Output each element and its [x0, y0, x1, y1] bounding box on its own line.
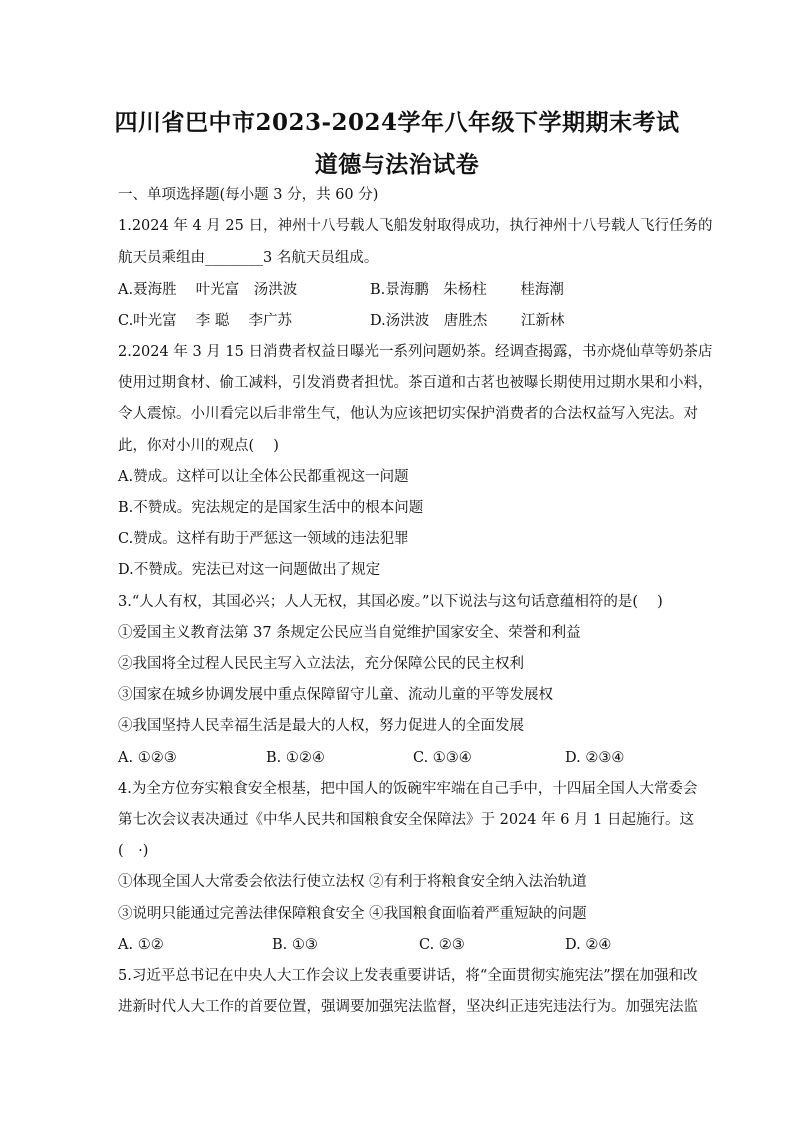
q2-stem-line1: 2.2024 年 3 月 15 日消费者权益日曝光一系列问题奶茶。经调查揭露，书亦烧仙草等奶茶店 — [118, 344, 713, 360]
q4-stem-line1: 4.为全方位夯实粮食安全根基，把中国人的饭碗牢牢端在自己手中，十四届全国人大常委会 — [118, 781, 698, 797]
q3-statement-2: ②我国将全过程人民民主写入立法法，充分保障公民的民主权利 — [118, 656, 524, 672]
q1-option-a: A.聂海胜 叶光富 汤洪波 — [118, 282, 298, 298]
q4-option-d: D. ②④ — [565, 937, 612, 953]
q4-stem-line2: 第七次会议表决通过《中华人民共和国粮食安全保障法》于 2024 年 6 月 1 日起施行。这 — [118, 812, 695, 828]
q2-option-b: B.不赞成。宪法规定的是国家生活中的根本问题 — [118, 500, 424, 516]
q1-option-d: D.汤洪波 唐胜杰 江新林 — [370, 313, 565, 329]
q2-stem-line2: 使用过期食材、偷工减料，引发消费者担忧。茶百道和古茗也被曝长期使用过期水果和小料， — [118, 375, 713, 391]
q3-statement-3: ③国家在城乡协调发展中重点保障留守儿童、流动儿童的平等发展权 — [118, 687, 553, 703]
q3-statement-1: ①爱国主义教育法第 37 条规定公民应当自觉维护国家安全、荣誉和利益 — [118, 625, 581, 641]
q2-stem-line3: 令人震惊。小川看完以后非常生气，他认为应该把切实保护消费者的合法权益写入宪法。对 — [118, 406, 698, 422]
q1-stem-line2: 航天员乘组由________3 名航天员组成。 — [118, 250, 379, 266]
q1-stem-line1: 1.2024 年 4 月 25 日，神州十八号载人飞船发射取得成功，执行神州十八号载人飞行任务的 — [118, 218, 713, 234]
q2-stem-line4: 此，你对小川的观点( ) — [118, 438, 279, 454]
q5-stem-line2: 进新时代人大工作的首要位置，强调要加强宪法监督，坚决纠正违宪违法行为。加强宪法监 — [118, 999, 698, 1015]
section-heading: 一、单项选择题(每小题 3 分，共 60 分) — [118, 187, 379, 203]
q2-option-a: A.赞成。这样可以让全体公民都重视这一问题 — [118, 469, 409, 485]
q3-option-b: B. ①②④ — [266, 750, 325, 766]
exam-title: 四川省巴中市2023-2024学年八年级下学期期末考试 — [114, 109, 680, 136]
q1-option-c: C.叶光富 李 聪 李广苏 — [118, 313, 293, 329]
q3-option-a: A. ①②③ — [118, 750, 177, 766]
q4-option-c: C. ②③ — [419, 937, 465, 953]
q2-option-d: D.不赞成。宪法已对这一问题做出了规定 — [118, 562, 381, 578]
q3-option-d: D. ②③④ — [565, 750, 625, 766]
q3-statement-4: ④我国坚持人民幸福生活是最大的人权，努力促进人的全面发展 — [118, 718, 524, 734]
exam-subtitle: 道德与法治试卷 — [314, 151, 480, 178]
q1-option-b: B.景海鹏 朱杨柱 桂海潮 — [370, 282, 564, 298]
q4-statements-1-2: ①体现全国人大常委会依法行使立法权 ②有利于将粮食安全纳入法治轨道 — [118, 874, 587, 890]
q4-stem-line3: ( ·) — [118, 843, 149, 859]
q4-option-a: A. ①② — [118, 937, 164, 953]
q3-option-c: C. ①③④ — [413, 750, 472, 766]
q4-option-b: B. ①③ — [272, 937, 318, 953]
q3-stem: 3.“人人有权，其国必兴；人人无权，其国必废。”以下说法与这句话意蕴相符的是( ) — [118, 594, 663, 610]
q4-statements-3-4: ③说明只能通过完善法律保障粮食安全 ④我国粮食面临着严重短缺的问题 — [118, 906, 587, 922]
q5-stem-line1: 5.习近平总书记在中央人大工作会议上发表重要讲话，将“全面贯彻实施宪法”摆在加强和改 — [118, 968, 698, 984]
q2-option-c: C.赞成。这样有助于严惩这一领域的违法犯罪 — [118, 531, 409, 547]
